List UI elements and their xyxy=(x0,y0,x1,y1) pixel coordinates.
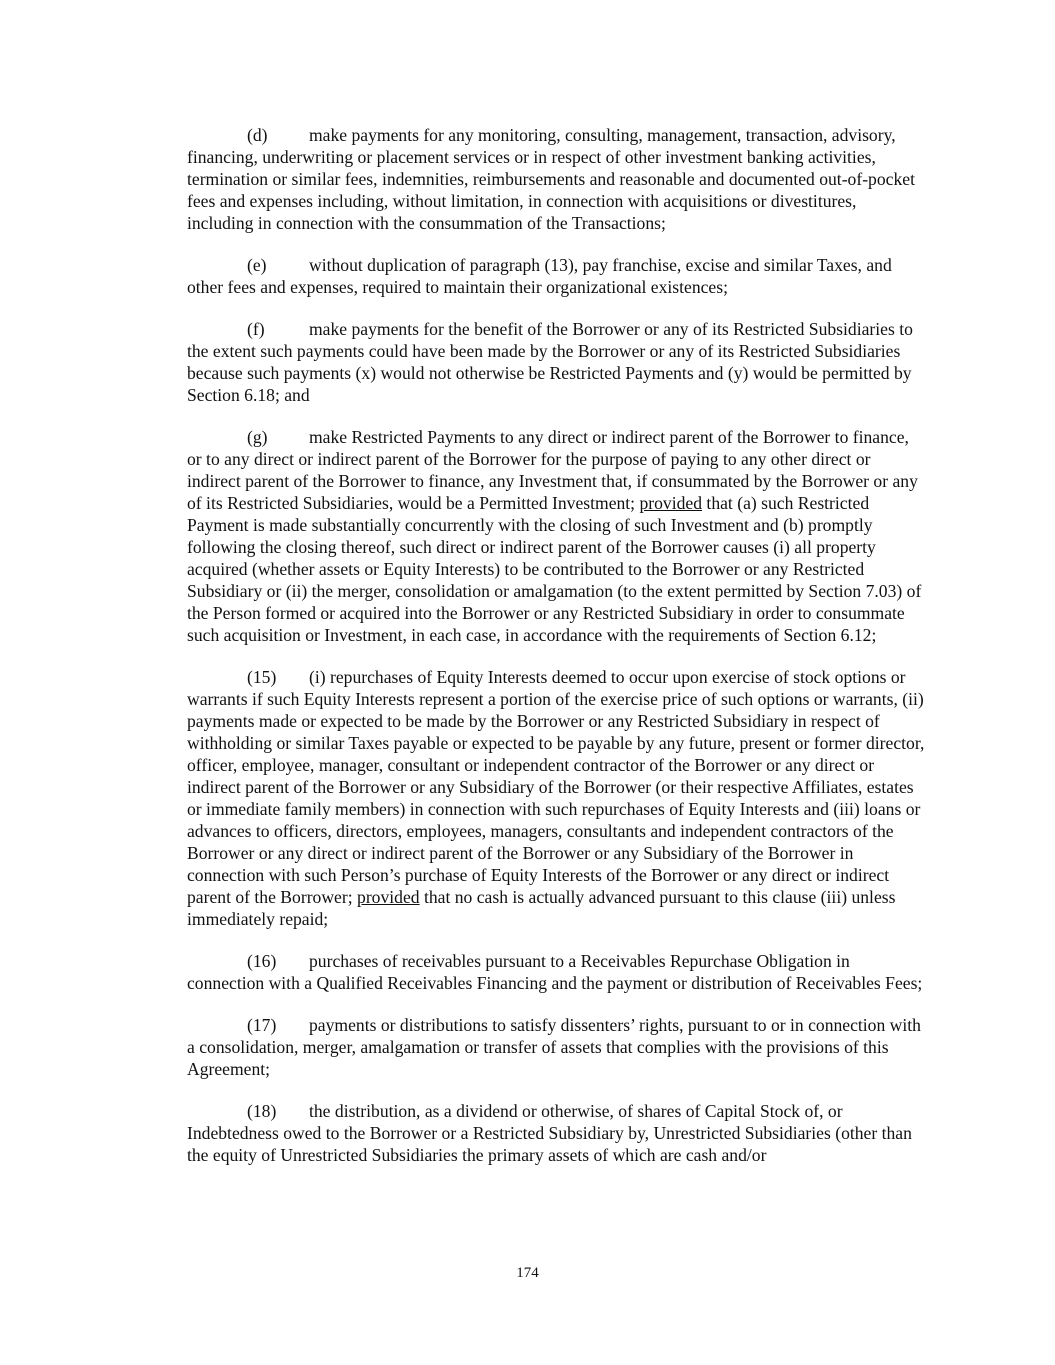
paragraph-17 xyxy=(187,1014,927,1080)
paragraph-f xyxy=(187,318,927,406)
paragraph-text: that (a) such Restricted Payment is made substantially concurrently with the closing of such Investment and (b) promptly following the closing thereof, such direct or indirect parent of the Borrower causes (i) all property acquired (whether assets or Equity Interests) to be contributed to the Borrower or any Restricted Subsidiary or (ii) the merger, consolidation or amalgamation (to the extent permitted by Section 7.03) of the Person formed or acquired into the Borrower or any Restricted Subsidiary in order to consummate such acquisition or Investment, in each case, in accordance with the requirements of Section 6.12; xyxy=(187,493,922,645)
provided-term: provided xyxy=(357,887,420,907)
paragraph-text: make payments for the benefit of the Borrower or any of its Restricted Subsidiaries to the extent such payments could have been made by the Borrower or any of its Restricted Subsidiaries because such payments (x) would not otherwise be Restricted Payments and (y) would be permitted by Section 6.18; and xyxy=(187,319,913,405)
paragraph-text: make payments for any monitoring, consulting, management, transaction, advisory, financing, underwriting or placement services or in respect of other investment banking activities, termination or similar fees, indemnities, reimbursements and reasonable and documented out-of-pocket fees and expenses including, without limitation, in connection with acquisitions or divestitures, including in connection with the consummation of the Transactions; xyxy=(187,125,915,233)
paragraph-text: the distribution, as a dividend or otherwise, of shares of Capital Stock of, or Indebtedness owed to the Borrower or a Restricted Subsidiary by, Unrestricted Subsidiaries (other than the equity of Unrestricted Subsidiaries the primary assets of which are cash and/or xyxy=(187,1101,912,1165)
paragraph-label: (d) xyxy=(247,125,268,145)
paragraph-label: (18) xyxy=(247,1101,277,1121)
paragraph-label: (e) xyxy=(247,255,267,275)
document-body xyxy=(187,124,927,1186)
page-number: 174 xyxy=(516,1265,539,1281)
paragraph-text: without duplication of paragraph (13), pay franchise, excise and similar Taxes, and other fees and expenses, required to maintain their organizational existences; xyxy=(187,255,892,297)
paragraph-g xyxy=(187,426,927,646)
paragraph-e xyxy=(187,254,927,298)
paragraph-text: (i) repurchases of Equity Interests deemed to occur upon exercise of stock options or warrants if such Equity Interests represent a portion of the exercise price of such options or warrants, (ii) payments made or expected to be made by the Borrower or any Restricted Subsidiary in respect of withholding or similar Taxes payable or expected to be payable by any future, present or former director, officer, employee, manager, consultant or independent contractor of the Borrower or any direct or indirect parent of the Borrower or any Subsidiary of the Borrower (or their respective Affiliates, estates or immediate family members) in connection with such repurchases of Equity Interests and (iii) loans or advances to officers, directors, employees, managers, consultants and independent contractors of the Borrower or any direct or indirect parent of the Borrower or any Subsidiary of the Borrower in connection with such Person’s purchase of Equity Interests of the Borrower or any direct or indirect parent of the Borrower; xyxy=(187,667,925,907)
paragraph-label: (16) xyxy=(247,951,277,971)
paragraph-d xyxy=(187,124,927,234)
paragraph-18 xyxy=(187,1100,927,1166)
paragraph-15 xyxy=(187,666,927,930)
paragraph-16 xyxy=(187,950,927,994)
paragraph-text: payments or distributions to satisfy dissenters’ rights, pursuant to or in connection with a consolidation, merger, amalgamation or transfer of assets that complies with the provisions of this Agreement; xyxy=(187,1015,921,1079)
paragraph-label: (f) xyxy=(247,319,265,339)
paragraph-text: make Restricted Payments to any direct or indirect parent of the Borrower to finance, or to any direct or indirect parent of the Borrower for the purpose of paying to any other direct or indirect parent of the Borrower to finance, any Investment that, if consummated by the Borrower or any of its Restricted Subsidiaries, would be a Permitted Investment; xyxy=(187,427,918,513)
provided-term: provided xyxy=(639,493,703,513)
paragraph-label: (15) xyxy=(247,667,277,687)
paragraph-text: purchases of receivables pursuant to a Receivables Repurchase Obligation in connection with a Qualified Receivables Financing and the payment or distribution of Receivables Fees; xyxy=(187,951,923,993)
paragraph-text: that no cash is actually advanced pursuant to this clause (iii) unless immediately repaid; xyxy=(187,887,896,929)
paragraph-label: (17) xyxy=(247,1015,277,1035)
paragraph-label: (g) xyxy=(247,427,268,447)
